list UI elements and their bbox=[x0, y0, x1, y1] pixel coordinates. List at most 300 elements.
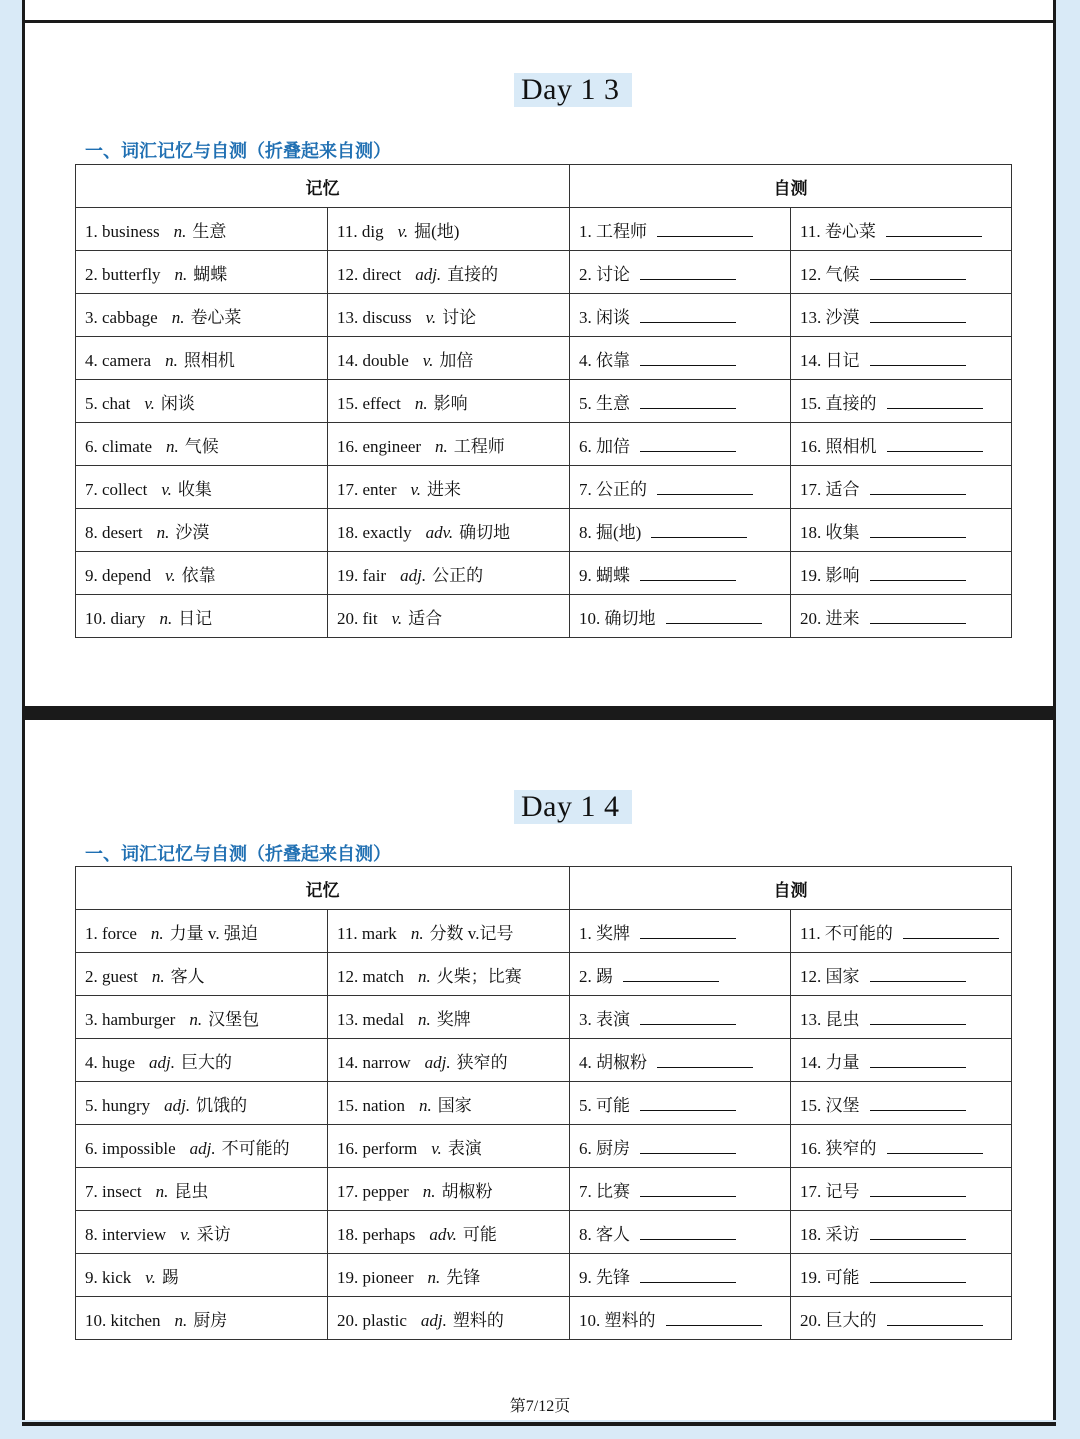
word: 10. diary bbox=[85, 608, 146, 628]
answer-blank[interactable] bbox=[887, 1311, 983, 1326]
part-of-speech: v. bbox=[145, 1267, 156, 1287]
answer-blank[interactable] bbox=[640, 1139, 736, 1154]
answer-blank[interactable] bbox=[870, 351, 966, 366]
table-row bbox=[76, 1039, 1012, 1082]
vocab-table bbox=[75, 866, 1012, 1340]
test-prompt: 4. 胡椒粉 bbox=[579, 1052, 647, 1072]
test-cell bbox=[791, 910, 1012, 953]
meaning: 依靠 bbox=[181, 565, 216, 585]
table-row bbox=[76, 251, 1012, 294]
meaning: 力量 v. 强迫 bbox=[169, 923, 258, 943]
table-row bbox=[76, 1082, 1012, 1125]
meaning: 奖牌 bbox=[436, 1009, 471, 1029]
part-of-speech: n. bbox=[174, 1310, 188, 1330]
meaning: 狭窄的 bbox=[456, 1052, 508, 1072]
answer-blank[interactable] bbox=[870, 967, 966, 982]
part-of-speech: adj. bbox=[149, 1052, 176, 1072]
part-of-speech: n. bbox=[427, 1267, 441, 1287]
part-of-speech: adj. bbox=[420, 1310, 447, 1330]
test-cell bbox=[570, 953, 791, 996]
part-of-speech: n. bbox=[419, 1095, 432, 1115]
part-of-speech: v. bbox=[391, 608, 403, 628]
meaning: 巨大的 bbox=[181, 1052, 233, 1072]
part-of-speech: v. bbox=[422, 350, 434, 370]
memory-cell bbox=[76, 1039, 328, 1082]
test-cell bbox=[791, 552, 1012, 595]
answer-blank[interactable] bbox=[666, 609, 762, 624]
table-row bbox=[76, 1168, 1012, 1211]
memory-cell bbox=[328, 1168, 570, 1211]
test-cell bbox=[791, 423, 1012, 466]
meaning: 确切地 bbox=[459, 522, 511, 542]
day-title: Day 1 4 bbox=[514, 790, 632, 824]
test-cell bbox=[570, 251, 791, 294]
meaning: 公正的 bbox=[432, 565, 484, 585]
test-prompt: 8. 掘(地) bbox=[579, 522, 642, 542]
meaning: 分数 v.记号 bbox=[429, 923, 514, 943]
part-of-speech: n. bbox=[150, 923, 164, 943]
test-cell bbox=[570, 423, 791, 466]
part-of-speech: n. bbox=[422, 1181, 436, 1201]
meaning: 影响 bbox=[433, 393, 468, 413]
answer-blank[interactable] bbox=[640, 1010, 736, 1025]
answer-blank[interactable] bbox=[870, 523, 966, 538]
part-of-speech: n. bbox=[171, 307, 185, 327]
test-prompt: 7. 公正的 bbox=[579, 479, 647, 499]
word: 9. kick bbox=[85, 1267, 132, 1287]
table-row bbox=[76, 996, 1012, 1039]
meaning: 火柴；比赛 bbox=[436, 966, 522, 986]
answer-blank[interactable] bbox=[887, 1139, 983, 1154]
part-of-speech: v. bbox=[431, 1138, 442, 1158]
answer-blank[interactable] bbox=[870, 1225, 966, 1240]
word: 15. nation bbox=[337, 1095, 405, 1115]
test-cell bbox=[791, 380, 1012, 423]
test-prompt: 18. 采访 bbox=[800, 1224, 860, 1244]
memory-header: 记忆 bbox=[76, 867, 570, 910]
test-prompt: 7. 比赛 bbox=[579, 1181, 630, 1201]
word: 5. chat bbox=[85, 393, 131, 413]
memory-cell bbox=[76, 1168, 328, 1211]
meaning: 厨房 bbox=[193, 1310, 228, 1330]
meaning: 工程师 bbox=[453, 436, 505, 456]
memory-cell bbox=[328, 552, 570, 595]
word: 11. dig bbox=[337, 221, 384, 241]
memory-cell bbox=[76, 595, 328, 638]
word: 5. hungry bbox=[85, 1095, 151, 1115]
table-row bbox=[76, 423, 1012, 466]
meaning: 气候 bbox=[184, 436, 219, 456]
test-prompt: 6. 厨房 bbox=[579, 1138, 630, 1158]
test-prompt: 12. 气候 bbox=[800, 264, 860, 284]
memory-cell bbox=[328, 1254, 570, 1297]
test-prompt: 19. 影响 bbox=[800, 565, 860, 585]
test-prompt: 20. 进来 bbox=[800, 608, 860, 628]
answer-blank[interactable] bbox=[887, 394, 983, 409]
answer-blank[interactable] bbox=[640, 308, 736, 323]
test-prompt: 17. 记号 bbox=[800, 1181, 860, 1201]
test-prompt: 12. 国家 bbox=[800, 966, 860, 986]
worksheet-day-14 bbox=[22, 710, 1056, 1420]
day-title: Day 1 3 bbox=[514, 73, 632, 107]
test-prompt: 9. 先锋 bbox=[579, 1267, 630, 1287]
test-prompt: 5. 生意 bbox=[579, 393, 630, 413]
answer-blank[interactable] bbox=[640, 351, 736, 366]
test-cell bbox=[570, 1168, 791, 1211]
answer-blank[interactable] bbox=[640, 394, 736, 409]
test-header: 自测 bbox=[570, 165, 1012, 208]
answer-blank[interactable] bbox=[640, 1096, 736, 1111]
answer-blank[interactable] bbox=[640, 1182, 736, 1197]
meaning: 塑料的 bbox=[452, 1310, 504, 1330]
answer-blank[interactable] bbox=[870, 1182, 966, 1197]
test-prompt: 6. 加倍 bbox=[579, 436, 630, 456]
test-cell bbox=[791, 1168, 1012, 1211]
test-cell bbox=[570, 1297, 791, 1340]
memory-cell bbox=[76, 251, 328, 294]
meaning: 胡椒粉 bbox=[441, 1181, 493, 1201]
answer-blank[interactable] bbox=[886, 222, 982, 237]
meaning: 沙漠 bbox=[175, 522, 210, 542]
test-cell bbox=[791, 466, 1012, 509]
answer-blank[interactable] bbox=[651, 523, 747, 538]
test-prompt: 14. 日记 bbox=[800, 350, 860, 370]
test-prompt: 2. 讨论 bbox=[579, 264, 630, 284]
test-cell bbox=[570, 380, 791, 423]
answer-blank[interactable] bbox=[870, 1268, 966, 1283]
word: 4. huge bbox=[85, 1052, 136, 1072]
word: 13. discuss bbox=[337, 307, 412, 327]
word: 17. enter bbox=[337, 479, 397, 499]
test-cell bbox=[570, 337, 791, 380]
meaning: 加倍 bbox=[439, 350, 474, 370]
word: 16. engineer bbox=[337, 436, 422, 456]
part-of-speech: v. bbox=[144, 393, 155, 413]
meaning: 适合 bbox=[408, 608, 443, 628]
test-cell bbox=[570, 996, 791, 1039]
memory-cell bbox=[328, 466, 570, 509]
word: 8. interview bbox=[85, 1224, 167, 1244]
meaning: 日记 bbox=[178, 608, 213, 628]
word: 2. guest bbox=[85, 966, 138, 986]
test-cell bbox=[570, 208, 791, 251]
answer-blank[interactable] bbox=[640, 566, 736, 581]
section-title: 一、词汇记忆与自测（折叠起来自测） bbox=[85, 141, 391, 162]
memory-cell bbox=[328, 1039, 570, 1082]
word: 13. medal bbox=[337, 1009, 405, 1029]
test-prompt: 13. 昆虫 bbox=[800, 1009, 860, 1029]
test-prompt: 10. 确切地 bbox=[579, 608, 656, 628]
test-cell bbox=[570, 509, 791, 552]
table-row bbox=[76, 1211, 1012, 1254]
test-prompt: 10. 塑料的 bbox=[579, 1310, 656, 1330]
meaning: 饥饿的 bbox=[196, 1095, 248, 1115]
test-cell bbox=[791, 1254, 1012, 1297]
test-cell bbox=[791, 251, 1012, 294]
word: 7. collect bbox=[85, 479, 148, 499]
table-row bbox=[76, 337, 1012, 380]
table-row bbox=[76, 1297, 1012, 1340]
memory-cell bbox=[76, 953, 328, 996]
answer-blank[interactable] bbox=[657, 1053, 753, 1068]
word: 6. climate bbox=[85, 436, 153, 456]
answer-blank[interactable] bbox=[640, 265, 736, 280]
test-prompt: 11. 卷心菜 bbox=[800, 221, 876, 241]
test-cell bbox=[570, 1082, 791, 1125]
part-of-speech: v. bbox=[180, 1224, 191, 1244]
memory-cell bbox=[328, 1211, 570, 1254]
word: 16. perform bbox=[337, 1138, 418, 1158]
part-of-speech: n. bbox=[414, 393, 428, 413]
word: 20. fit bbox=[337, 608, 378, 628]
memory-cell bbox=[76, 1211, 328, 1254]
test-prompt: 13. 沙漠 bbox=[800, 307, 860, 327]
part-of-speech: n. bbox=[151, 966, 165, 986]
test-header: 自测 bbox=[570, 867, 1012, 910]
table-row bbox=[76, 595, 1012, 638]
part-of-speech: v. bbox=[165, 565, 176, 585]
part-of-speech: adj. bbox=[424, 1052, 451, 1072]
test-prompt: 4. 依靠 bbox=[579, 350, 630, 370]
part-of-speech: n. bbox=[418, 966, 431, 986]
answer-blank[interactable] bbox=[870, 566, 966, 581]
meaning: 先锋 bbox=[446, 1267, 481, 1287]
test-prompt: 18. 收集 bbox=[800, 522, 860, 542]
table-row bbox=[76, 1125, 1012, 1168]
test-prompt: 14. 力量 bbox=[800, 1052, 860, 1072]
table-row bbox=[76, 509, 1012, 552]
meaning: 客人 bbox=[170, 966, 205, 986]
memory-cell bbox=[328, 251, 570, 294]
word: 18. perhaps bbox=[337, 1224, 416, 1244]
answer-blank[interactable] bbox=[640, 1225, 736, 1240]
test-cell bbox=[570, 910, 791, 953]
meaning: 国家 bbox=[437, 1095, 472, 1115]
answer-blank[interactable] bbox=[623, 967, 719, 982]
word: 11. mark bbox=[337, 923, 397, 943]
word: 14. narrow bbox=[337, 1052, 411, 1072]
part-of-speech: adv. bbox=[425, 522, 454, 542]
table-row bbox=[76, 953, 1012, 996]
meaning: 采访 bbox=[196, 1224, 231, 1244]
memory-cell bbox=[76, 910, 328, 953]
word: 17. pepper bbox=[337, 1181, 409, 1201]
part-of-speech: n. bbox=[156, 522, 170, 542]
meaning: 收集 bbox=[177, 479, 212, 499]
word: 20. plastic bbox=[337, 1310, 407, 1330]
test-prompt: 5. 可能 bbox=[579, 1095, 630, 1115]
part-of-speech: n. bbox=[189, 1009, 203, 1029]
table-row bbox=[76, 380, 1012, 423]
part-of-speech: n. bbox=[173, 221, 187, 241]
meaning: 掘(地) bbox=[414, 221, 460, 241]
memory-cell bbox=[76, 1125, 328, 1168]
word: 2. butterfly bbox=[85, 264, 161, 284]
memory-cell bbox=[328, 509, 570, 552]
meaning: 闲谈 bbox=[160, 393, 195, 413]
answer-blank[interactable] bbox=[870, 609, 966, 624]
meaning: 进来 bbox=[427, 479, 462, 499]
test-cell bbox=[791, 1297, 1012, 1340]
memory-cell bbox=[76, 208, 328, 251]
test-cell bbox=[791, 208, 1012, 251]
test-cell bbox=[570, 466, 791, 509]
memory-cell bbox=[76, 466, 328, 509]
test-cell bbox=[791, 595, 1012, 638]
test-cell bbox=[791, 337, 1012, 380]
word: 1. business bbox=[85, 221, 160, 241]
memory-cell bbox=[76, 996, 328, 1039]
test-cell bbox=[791, 294, 1012, 337]
part-of-speech: adj. bbox=[415, 264, 442, 284]
test-cell bbox=[791, 953, 1012, 996]
test-prompt: 17. 适合 bbox=[800, 479, 860, 499]
test-cell bbox=[791, 1211, 1012, 1254]
test-cell bbox=[570, 1211, 791, 1254]
test-prompt: 3. 闲谈 bbox=[579, 307, 630, 327]
word: 3. cabbage bbox=[85, 307, 158, 327]
memory-cell bbox=[328, 953, 570, 996]
part-of-speech: n. bbox=[174, 264, 188, 284]
test-cell bbox=[570, 1254, 791, 1297]
memory-header: 记忆 bbox=[76, 165, 570, 208]
meaning: 照相机 bbox=[183, 350, 235, 370]
word: 12. match bbox=[337, 966, 405, 986]
test-cell bbox=[791, 996, 1012, 1039]
test-cell bbox=[570, 294, 791, 337]
word: 8. desert bbox=[85, 522, 143, 542]
answer-blank[interactable] bbox=[640, 924, 736, 939]
memory-cell bbox=[76, 552, 328, 595]
test-prompt: 20. 巨大的 bbox=[800, 1310, 877, 1330]
test-cell bbox=[791, 1082, 1012, 1125]
part-of-speech: adj. bbox=[400, 565, 427, 585]
memory-cell bbox=[328, 1297, 570, 1340]
memory-cell bbox=[76, 380, 328, 423]
word: 12. direct bbox=[337, 264, 402, 284]
memory-cell bbox=[328, 380, 570, 423]
memory-cell bbox=[328, 337, 570, 380]
answer-blank[interactable] bbox=[640, 437, 736, 452]
memory-cell bbox=[76, 423, 328, 466]
part-of-speech: adj. bbox=[189, 1138, 216, 1158]
part-of-speech: v. bbox=[425, 307, 437, 327]
meaning: 直接的 bbox=[447, 264, 499, 284]
worksheet-day-13 bbox=[22, 0, 1056, 710]
memory-cell bbox=[76, 1082, 328, 1125]
answer-blank[interactable] bbox=[657, 480, 753, 495]
test-cell bbox=[791, 509, 1012, 552]
meaning: 汉堡包 bbox=[208, 1009, 260, 1029]
part-of-speech: v. bbox=[410, 479, 422, 499]
test-prompt: 16. 照相机 bbox=[800, 436, 877, 456]
memory-cell bbox=[328, 294, 570, 337]
test-prompt: 11. 不可能的 bbox=[800, 923, 893, 943]
part-of-speech: adj. bbox=[164, 1095, 191, 1115]
word: 1. force bbox=[85, 923, 137, 943]
test-cell bbox=[570, 1125, 791, 1168]
test-cell bbox=[570, 595, 791, 638]
memory-cell bbox=[328, 910, 570, 953]
table-row bbox=[76, 1254, 1012, 1297]
word: 7. insect bbox=[85, 1181, 142, 1201]
test-prompt: 16. 狭窄的 bbox=[800, 1138, 877, 1158]
meaning: 可能 bbox=[462, 1224, 497, 1244]
part-of-speech: adv. bbox=[429, 1224, 457, 1244]
part-of-speech: n. bbox=[418, 1009, 431, 1029]
part-of-speech: n. bbox=[435, 436, 448, 456]
word: 10. kitchen bbox=[85, 1310, 161, 1330]
answer-blank[interactable] bbox=[640, 1268, 736, 1283]
part-of-speech: v. bbox=[161, 479, 172, 499]
answer-blank[interactable] bbox=[870, 1096, 966, 1111]
memory-cell bbox=[76, 294, 328, 337]
section-title: 一、词汇记忆与自测（折叠起来自测） bbox=[85, 844, 391, 865]
memory-cell bbox=[76, 337, 328, 380]
test-prompt: 2. 踢 bbox=[579, 966, 613, 986]
test-prompt: 8. 客人 bbox=[579, 1224, 630, 1244]
test-prompt: 1. 奖牌 bbox=[579, 923, 630, 943]
part-of-speech: v. bbox=[397, 221, 409, 241]
word: 6. impossible bbox=[85, 1138, 176, 1158]
answer-blank[interactable] bbox=[870, 1010, 966, 1025]
answer-blank[interactable] bbox=[870, 265, 966, 280]
test-cell bbox=[791, 1039, 1012, 1082]
test-cell bbox=[570, 552, 791, 595]
word: 4. camera bbox=[85, 350, 152, 370]
part-of-speech: n. bbox=[165, 350, 178, 370]
memory-cell bbox=[76, 509, 328, 552]
meaning: 表演 bbox=[447, 1138, 482, 1158]
table-row bbox=[76, 208, 1012, 251]
page-number: 第7/12页 bbox=[509, 1398, 571, 1415]
test-prompt: 19. 可能 bbox=[800, 1267, 860, 1287]
table-row bbox=[76, 294, 1012, 337]
table-row bbox=[76, 552, 1012, 595]
word: 15. effect bbox=[337, 393, 401, 413]
memory-cell bbox=[328, 1082, 570, 1125]
meaning: 讨论 bbox=[442, 307, 477, 327]
test-prompt: 1. 工程师 bbox=[579, 221, 647, 241]
test-prompt: 15. 直接的 bbox=[800, 393, 877, 413]
meaning: 卷心菜 bbox=[190, 307, 242, 327]
meaning: 生意 bbox=[192, 221, 227, 241]
memory-cell bbox=[328, 423, 570, 466]
answer-blank[interactable] bbox=[666, 1311, 762, 1326]
answer-blank[interactable] bbox=[870, 480, 966, 495]
word: 14. double bbox=[337, 350, 409, 370]
word: 9. depend bbox=[85, 565, 152, 585]
answer-blank[interactable] bbox=[887, 437, 983, 452]
meaning: 昆虫 bbox=[174, 1181, 209, 1201]
answer-blank[interactable] bbox=[870, 1053, 966, 1068]
test-prompt: 3. 表演 bbox=[579, 1009, 630, 1029]
answer-blank[interactable] bbox=[903, 924, 999, 939]
table-row bbox=[76, 910, 1012, 953]
memory-cell bbox=[328, 208, 570, 251]
answer-blank[interactable] bbox=[870, 308, 966, 323]
meaning: 不可能的 bbox=[221, 1138, 290, 1158]
memory-cell bbox=[76, 1254, 328, 1297]
vocab-table bbox=[75, 164, 1012, 638]
part-of-speech: n. bbox=[159, 608, 173, 628]
answer-blank[interactable] bbox=[657, 222, 753, 237]
test-prompt: 15. 汉堡 bbox=[800, 1095, 860, 1115]
part-of-speech: n. bbox=[155, 1181, 169, 1201]
memory-cell bbox=[328, 595, 570, 638]
test-cell bbox=[791, 1125, 1012, 1168]
word: 18. exactly bbox=[337, 522, 412, 542]
